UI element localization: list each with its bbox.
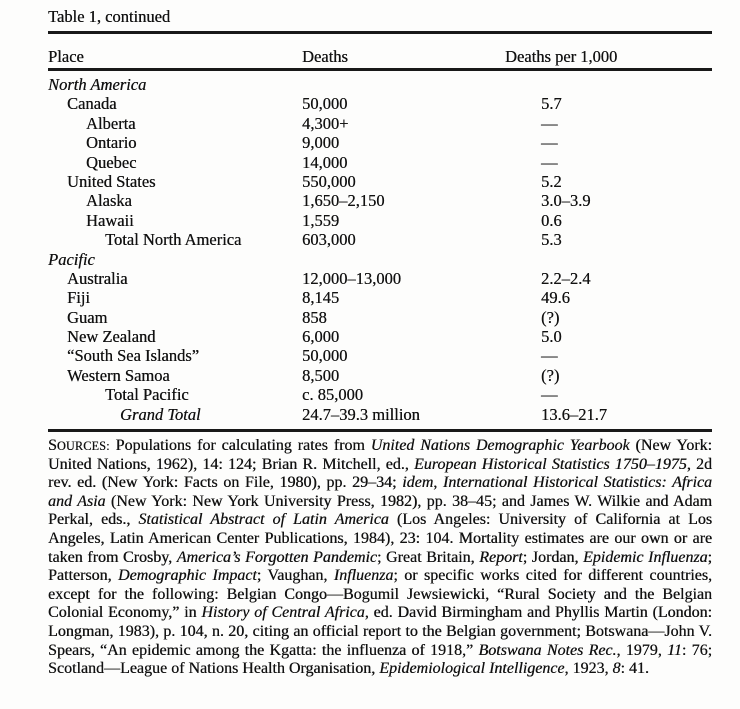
rate-cell: 0.6	[541, 210, 562, 230]
table-row	[48, 366, 712, 385]
deaths-cell: 24.7–39.3 million	[302, 404, 420, 424]
table-body	[48, 71, 712, 424]
table-row	[48, 250, 712, 269]
table-row	[48, 172, 712, 191]
sources-text-segment: History of Central Africa	[201, 604, 365, 622]
sources-text-segment: European Historical Statistics 1750–1975	[413, 455, 687, 473]
sources-text-segment: , ed. David Birmingham and Phyllis Martin (London: Longman, 1983), p. 104, n. 20, citing an official report to the Belgian government; Botswana—John V. Spears, “An epidemic among the Kgatta: the influenza of 1918,”	[48, 604, 713, 659]
table-row	[48, 385, 712, 404]
column-header-deaths-per-1000: Deaths per 1,000	[505, 47, 618, 66]
deaths-cell: 50,000	[302, 346, 348, 366]
rate-cell: (?)	[541, 365, 560, 385]
sources-text-segment: ; Great Britain,	[376, 548, 480, 566]
rate-cell: 5.3	[541, 230, 562, 250]
rate-cell	[505, 75, 712, 94]
sources-text-segment: Influenza	[333, 567, 394, 585]
deaths-cell: 12,000–13,000	[302, 268, 401, 288]
sources-text-segment: ; or specific works cited for different countries, except for the following: Belgian Congo—Bogumil Jewsiewicki, “Rural Society and the Belgian Colonial Economy,” in	[48, 567, 713, 622]
deaths-cell: c. 85,000	[302, 385, 363, 405]
place-cell: Alaska	[86, 191, 132, 211]
place-cell: Grand Total	[120, 404, 201, 424]
sources-label: SOURCES:	[48, 437, 110, 455]
sources-text-segment: Statistical Abstract of Latin America	[138, 511, 389, 529]
deaths-cell: 6,000	[302, 327, 340, 347]
place-cell: United States	[67, 171, 156, 191]
rate-cell: (?)	[541, 307, 560, 327]
sources-text-segment: America’s Forgotten Pandemic	[176, 548, 377, 566]
rate-cell: 13.6–21.7	[541, 404, 607, 424]
rate-cell: 5.0	[541, 327, 562, 347]
place-cell: Total Pacific	[105, 385, 189, 405]
place-cell: “South Sea Islands”	[67, 346, 199, 366]
rate-cell: —	[541, 346, 558, 366]
place-cell: Quebec	[86, 152, 137, 172]
sources-text-segment: ; Jordan,	[522, 548, 583, 566]
place-cell: Guam	[67, 307, 108, 327]
place-cell: Pacific	[48, 249, 95, 269]
place-cell: Ontario	[86, 133, 137, 153]
sources-text-segment: 11	[667, 641, 682, 659]
deaths-cell: 50,000	[302, 94, 348, 114]
sources-text-segment: International Historical Statistics: Africa and Asia	[48, 474, 713, 510]
sources-text-segment: Demographic Impact	[117, 567, 257, 585]
rate-cell: 5.7	[541, 94, 562, 114]
table-row	[48, 308, 712, 327]
sources-text-segment: United Nations Demographic Yearbook	[370, 437, 630, 455]
sources-text-segment: (New York: United Nations, 1962), 14: 124; Brian R. Mitchell, ed.,	[48, 437, 712, 473]
place-cell: Alberta	[86, 113, 136, 133]
place-cell: Western Samoa	[67, 365, 170, 385]
deaths-cell: 14,000	[302, 152, 348, 172]
rate-cell	[505, 250, 712, 269]
place-cell: Canada	[67, 94, 117, 114]
table-row	[48, 327, 712, 346]
rate-cell: 5.2	[541, 171, 562, 191]
column-header-deaths: Deaths	[302, 47, 348, 66]
sources-text-segment: idem	[402, 474, 434, 492]
rate-cell: —	[541, 113, 558, 133]
table-row	[48, 191, 712, 210]
sources-text-segment: Report	[479, 548, 523, 566]
table-row	[48, 153, 712, 172]
table-row	[48, 211, 712, 230]
table-row	[48, 230, 712, 249]
rate-cell: —	[541, 152, 558, 172]
deaths-cell: 9,000	[302, 133, 340, 153]
table-row	[48, 288, 712, 307]
deaths-cell: 858	[302, 307, 327, 327]
table-row	[48, 75, 712, 94]
deaths-cell	[302, 75, 505, 94]
sources-text-segment: , 1923,	[564, 660, 613, 678]
deaths-cell: 550,000	[302, 171, 356, 191]
sources-text-segment: : 76; Scotland—League of Nations Health Organisation,	[48, 641, 713, 678]
sources-text-segment: Botswana Notes Rec.	[478, 641, 617, 659]
rate-cell: —	[541, 385, 558, 405]
footer-rule	[48, 429, 712, 432]
sources-text-segment: 8	[612, 660, 621, 678]
sources-text-segment: ; Vaughan,	[256, 567, 334, 585]
table-row	[48, 114, 712, 133]
sources-text-segment: : 41.	[620, 660, 649, 678]
place-cell: New Zealand	[67, 327, 156, 347]
rate-cell: —	[541, 133, 558, 153]
sources-text-segment: (New York: New York University Press, 1982), pp. 38–45; and James W. Wilkie and Adam Perkal, eds.,	[48, 492, 712, 529]
sources-text-segment: , 2d rev. ed. (New York: Facts on File, 1980), pp. 29–34;	[48, 455, 712, 492]
sources-text-segment: ; Patterson,	[48, 548, 712, 585]
deaths-cell: 4,300+	[302, 113, 349, 133]
rate-cell: 49.6	[541, 288, 570, 308]
deaths-cell: 1,650–2,150	[302, 191, 385, 211]
deaths-cell: 1,559	[302, 210, 340, 230]
table-row	[48, 94, 712, 113]
column-header-place: Place	[48, 47, 84, 66]
sources-text-segment: (Los Angeles: University of California at Los Angeles, Latin American Center Publications, 1984), 23: 104. Mortality estimates are our own or are taken from Crosby,	[48, 511, 713, 566]
rate-cell: 2.2–2.4	[541, 268, 591, 288]
rate-cell: 3.0–3.9	[541, 191, 591, 211]
place-cell: North America	[48, 75, 147, 94]
deaths-cell: 8,500	[302, 365, 340, 385]
deaths-cell	[302, 250, 505, 269]
place-cell: Australia	[67, 268, 128, 288]
table-row	[48, 405, 712, 424]
sources-note	[48, 437, 712, 679]
table-row	[48, 269, 712, 288]
table-header-row	[48, 47, 712, 67]
sources-text-segment: Epidemiological Intelligence	[379, 660, 565, 678]
deaths-cell: 603,000	[302, 230, 356, 250]
place-cell: Hawaii	[86, 210, 134, 230]
table-row	[48, 346, 712, 365]
place-cell: Fiji	[67, 288, 90, 308]
place-cell: Total North America	[105, 230, 242, 250]
table-caption: Table 1, continued	[48, 7, 171, 26]
sources-text-segment: Populations for calculating rates from	[109, 437, 371, 455]
deaths-cell: 8,145	[302, 288, 340, 308]
sources-text-segment: Epidemic Influenza	[582, 548, 708, 566]
sources-text-segment: , 1979,	[616, 641, 668, 659]
table-row	[48, 133, 712, 152]
sources-text-segment: ,	[433, 474, 443, 492]
top-rule	[48, 31, 712, 34]
